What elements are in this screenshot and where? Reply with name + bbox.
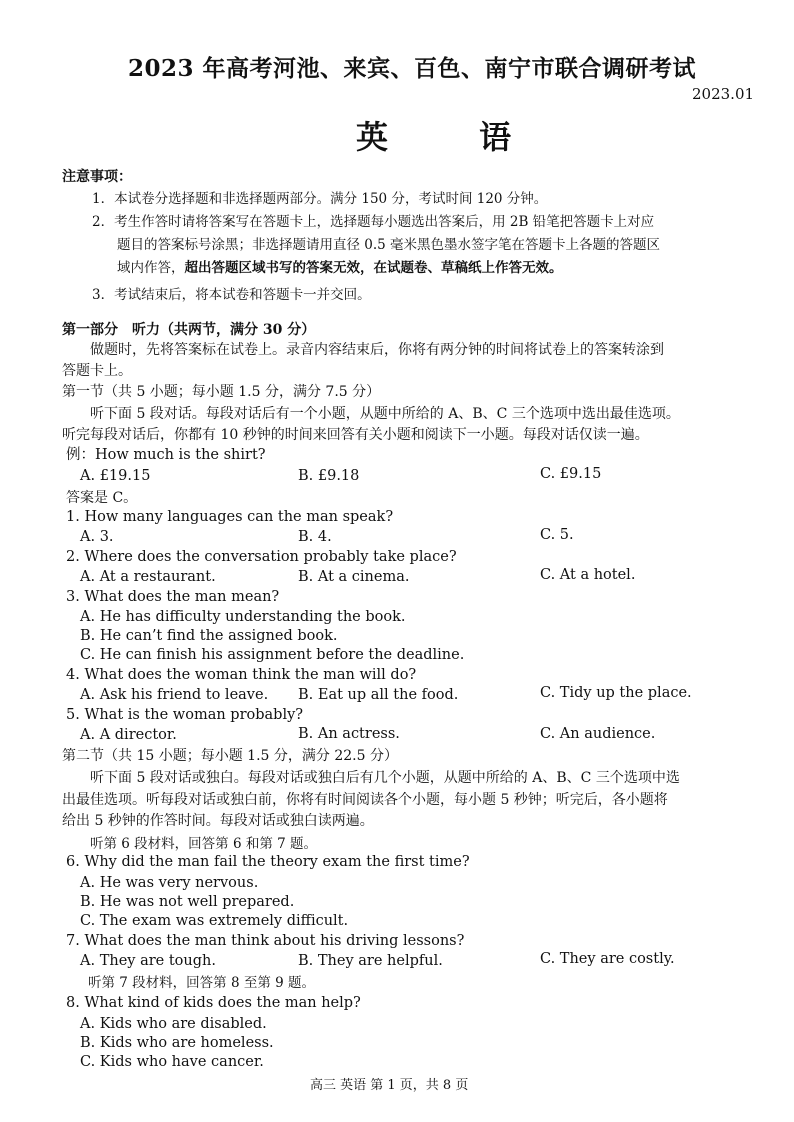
notice-item-1: 1．本试卷分选择题和非选择题两部分。满分 150 分，考试时间 120 分钟。 (92, 191, 548, 207)
question-4-option-a: A. Ask his friend to leave. (80, 687, 269, 703)
question-3-option-a: A. He has difficulty understanding the book. (80, 609, 406, 625)
question-3: 3. What does the man mean? (66, 589, 280, 605)
section1-intro-line-2: 听完每段对话后，你都有 10 秒钟的时间来回答有关小题和阅读下一小题。每段对话仅读一遍。 (62, 427, 649, 443)
section1-heading: 第一节（共 5 小题；每小题 1.5 分，满分 7.5 分） (62, 384, 381, 400)
notice-item-2-line-3 (117, 256, 563, 276)
section2-intro-line-1: 听下面 5 段对话或独白。每段对话或独白后有几个小题，从题中所给的 A、B、C 三个选项中选 (90, 770, 680, 786)
question-4-option-b: B. Eat up all the food. (298, 687, 459, 703)
question-4-option-c: C. Tidy up the place. (540, 685, 692, 701)
example-question: 例：How much is the shirt? (66, 447, 266, 463)
question-2-option-c: C. At a hotel. (540, 567, 636, 583)
question-7: 7. What does the man think about his driving lessons? (66, 933, 465, 949)
question-6-option-c: C. The exam was extremely difficult. (80, 913, 349, 929)
question-6: 6. Why did the man fail the theory exam the first time? (66, 854, 470, 870)
subject-title: 英 语 (356, 118, 552, 156)
notice-item-2-line-3-bold: 超出答题区域书写的答案无效，在试题卷、草稿纸上作答无效。 (184, 260, 563, 276)
question-1-option-c: C. 5. (540, 527, 574, 543)
material-7-instruction: 听第 7 段材料，回答第 8 至第 9 题。 (88, 975, 316, 991)
question-6-option-a: A. He was very nervous. (80, 875, 259, 891)
notice-heading: 注意事项： (62, 169, 132, 185)
question-3-option-b: B. He can’t find the assigned book. (80, 628, 338, 644)
question-1-option-a: A. 3. (80, 529, 114, 545)
question-3-option-c: C. He can finish his assignment before the deadline. (80, 647, 465, 663)
question-8-option-a: A. Kids who are disabled. (80, 1016, 267, 1032)
question-5-option-b: B. An actress. (298, 726, 400, 742)
question-5: 5. What is the woman probably? (66, 707, 304, 723)
question-7-option-c: C. They are costly. (540, 951, 675, 967)
question-2: 2. Where does the conversation probably take place? (66, 549, 457, 565)
question-2-option-b: B. At a cinema. (298, 569, 410, 585)
part1-intro-line-2: 答题卡上。 (62, 363, 132, 379)
question-7-option-b: B. They are helpful. (298, 953, 443, 969)
notice-item-2-line-1: 2．考生作答时请将答案写在答题卡上，选择题每小题选出答案后，用 2B 铅笔把答题卡上对应 (92, 214, 655, 230)
question-8-option-b: B. Kids who are homeless. (80, 1035, 274, 1051)
exam-title: 2023 年高考河池、来宾、百色、南宁市联合调研考试 (128, 55, 697, 82)
section2-heading: 第二节（共 15 小题；每小题 1.5 分，满分 22.5 分） (62, 748, 398, 764)
section2-intro-line-3: 给出 5 秒钟的作答时间。每段对话或独白读两遍。 (62, 813, 374, 829)
question-1-option-b: B. 4. (298, 529, 332, 545)
question-8-option-c: C. Kids who have cancer. (80, 1054, 264, 1070)
notice-item-3: 3．考试结束后，将本试卷和答题卡一并交回。 (92, 287, 371, 303)
notice-item-2-line-2: 题目的答案标号涂黑；非选择题请用直径 0.5 毫米黑色墨水签字笔在答题卡上各题的答题区 (117, 237, 661, 253)
exam-date: 2023.01 (692, 85, 755, 103)
question-7-option-a: A. They are tough. (80, 953, 216, 969)
question-1: 1. How many languages can the man speak? (66, 509, 394, 525)
section1-intro-line-1: 听下面 5 段对话。每段对话后有一个小题，从题中所给的 A、B、C 三个选项中选出最佳选项。 (90, 406, 680, 422)
part1-heading: 第一部分 听力（共两节，满分 30 分） (62, 322, 316, 338)
example-answer: 答案是 C。 (66, 490, 138, 506)
notice-item-2-line-3-normal: 域内作答， (117, 260, 185, 276)
question-8: 8. What kind of kids does the man help? (66, 995, 361, 1011)
example-option-a: A. £19.15 (80, 468, 151, 484)
question-5-option-a: A. A director. (80, 727, 177, 743)
question-6-option-b: B. He was not well prepared. (80, 894, 295, 910)
example-option-b: B. £9.18 (298, 468, 360, 484)
question-2-option-a: A. At a restaurant. (80, 569, 216, 585)
example-option-c: C. £9.15 (540, 466, 602, 482)
material-6-instruction: 听第 6 段材料，回答第 6 和第 7 题。 (90, 836, 318, 852)
question-5-option-c: C. An audience. (540, 726, 656, 742)
section2-intro-line-2: 出最佳选项。听每段对话或独白前，你将有时间阅读各个小题，每小题 5 秒钟；听完后，各小题将 (62, 792, 668, 808)
page-footer: 高三 英语 第 1 页，共 8 页 (310, 1078, 469, 1093)
question-4: 4. What does the woman think the man will do? (66, 667, 417, 683)
part1-intro-line-1: 做题时，先将答案标在试卷上。录音内容结束后，你将有两分钟的时间将试卷上的答案转涂到 (90, 342, 664, 358)
